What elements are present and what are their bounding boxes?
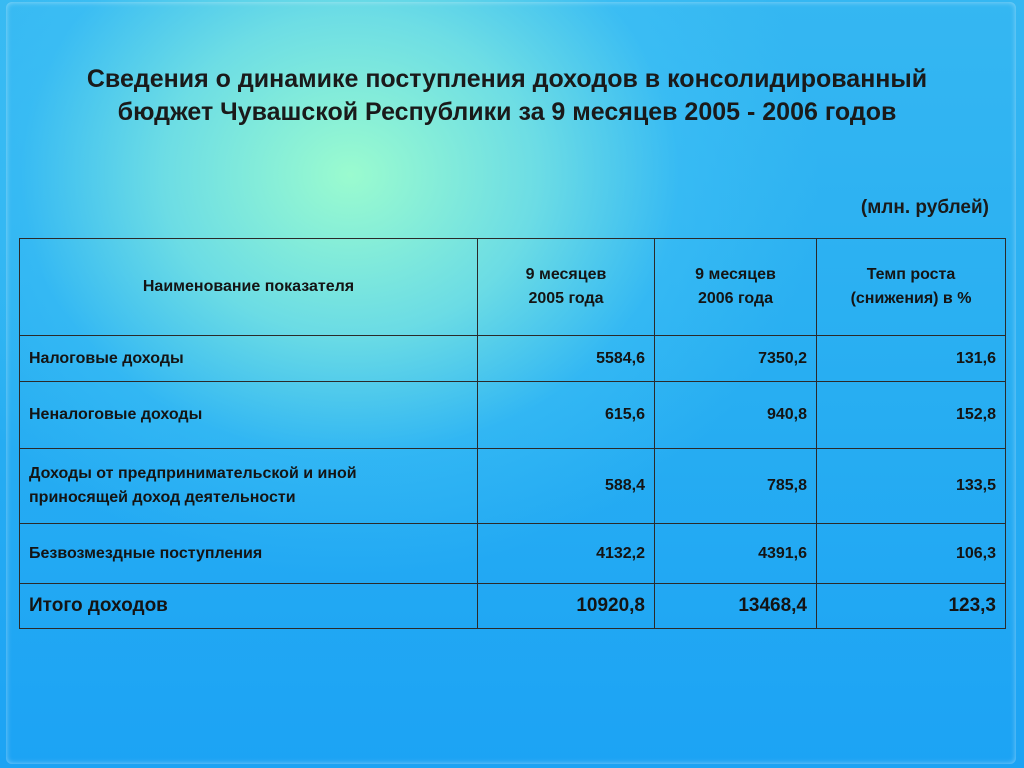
table-row [20,336,1006,382]
value-2006: 7350,2 [655,336,817,382]
value-2005: 5584,6 [478,336,655,382]
header-9m-2005: 9 месяцев 2005 года [478,239,655,336]
growth-rate: 131,6 [817,336,1006,382]
total-2005: 10920,8 [478,584,655,629]
row-label: Безвозмездные поступления [20,524,478,584]
header-growth-rate: Темп роста (снижения) в % [817,239,1006,336]
total-2006: 13468,4 [655,584,817,629]
table-row [20,449,1006,524]
row-label: Неналоговые доходы [20,382,478,449]
table-row [20,382,1006,449]
unit-label: (млн. рублей) [860,197,989,218]
total-label: Итого доходов [20,584,478,629]
value-2006: 785,8 [655,449,817,524]
table-header-row [20,239,1006,336]
table-row [20,524,1006,584]
total-growth-rate: 123,3 [817,584,1006,629]
header-indicator-name: Наименование показателя [20,239,478,336]
row-label: Налоговые доходы [20,336,478,382]
row-label: Доходы от предпринимательской и иной приносящей доход деятельности [20,449,478,524]
total-row [20,584,1006,629]
growth-rate: 106,3 [817,524,1006,584]
value-2006: 4391,6 [655,524,817,584]
header-9m-2006: 9 месяцев 2006 года [655,239,817,336]
value-2005: 588,4 [478,449,655,524]
value-2005: 4132,2 [478,524,655,584]
growth-rate: 152,8 [817,382,1006,449]
value-2005: 615,6 [478,382,655,449]
value-2006: 940,8 [655,382,817,449]
slide-title: Сведения о динамике поступления доходов в консолидированный бюджет Чувашской Республики за 9 месяцев 2005 - 2006 годов [86,65,928,126]
revenue-table [19,238,1006,629]
growth-rate: 133,5 [817,449,1006,524]
